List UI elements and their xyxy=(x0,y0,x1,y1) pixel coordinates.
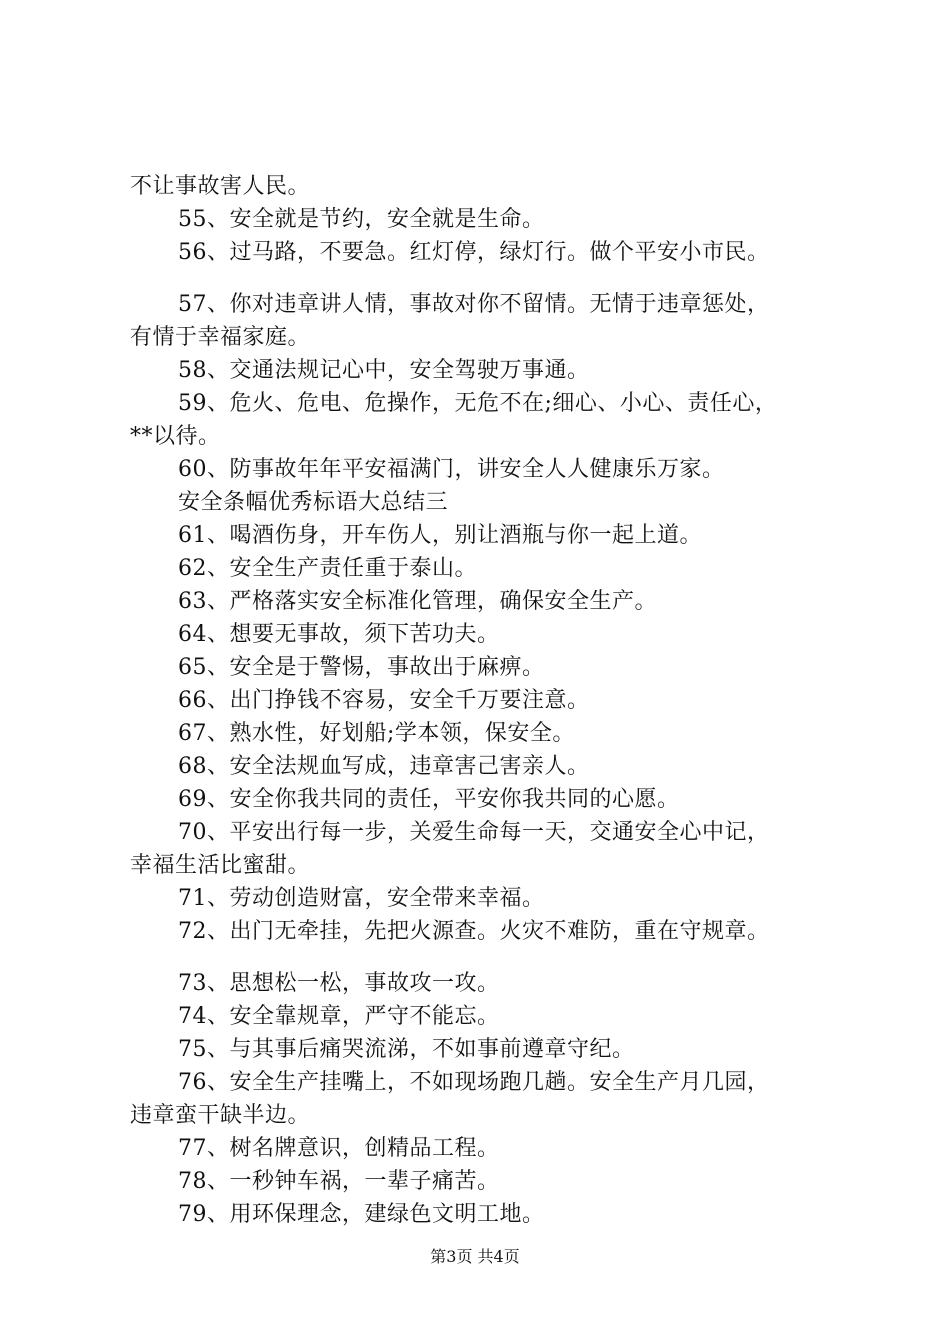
text-line: **以待。 xyxy=(130,424,221,449)
page-footer: 第3页 共4页 xyxy=(430,1247,520,1266)
text-line: 78、一秒钟车祸，一辈子痛苦。 xyxy=(178,1169,500,1194)
text-line: 77、树名牌意识，创精品工程。 xyxy=(178,1136,500,1161)
text-line: 61、喝酒伤身，开车伤人，别让酒瓶与你一起上道。 xyxy=(178,523,702,548)
text-line: 72、出门无牵挂，先把火源查。火灾不难防，重在守规章。 xyxy=(178,919,770,944)
text-line: 63、严格落实安全标准化管理，确保安全生产。 xyxy=(178,589,657,614)
text-line: 59、危火、危电、危操作，无危不在;细心、小心、责任心， xyxy=(178,391,778,416)
text-line: 76、安全生产挂嘴上，不如现场跑几趟。安全生产月几园， xyxy=(178,1070,770,1095)
text-line: 71、劳动创造财富，安全带来幸福。 xyxy=(178,886,545,911)
text-line: 67、熟水性，好划船;学本领，保安全。 xyxy=(178,721,575,746)
paragraph-gap xyxy=(130,269,852,288)
text-line: 68、安全法规血写成，违章害己害亲人。 xyxy=(178,754,590,779)
text-line: 74、安全靠规章，严守不能忘。 xyxy=(178,1004,500,1029)
text-line: 75、与其事后痛哭流涕，不如事前遵章守纪。 xyxy=(178,1037,635,1062)
text-line: 56、过马路，不要急。红灯停，绿灯行。做个平安小市民。 xyxy=(178,240,770,265)
text-line: 66、出门挣钱不容易，安全千万要注意。 xyxy=(178,688,590,713)
document-body xyxy=(130,170,852,1231)
text-line: 69、安全你我共同的责任，平安你我共同的心愿。 xyxy=(178,787,680,812)
text-line: 58、交通法规记心中，安全驾驶万事通。 xyxy=(178,358,590,383)
text-line: 幸福生活比蜜甜。 xyxy=(130,853,311,878)
text-line: 55、安全就是节约，安全就是生命。 xyxy=(178,207,545,232)
text-line: 安全条幅优秀标语大总结三 xyxy=(178,490,449,515)
text-line: 不让事故害人民。 xyxy=(130,174,311,199)
text-line: 违章蛮干缺半边。 xyxy=(130,1103,311,1128)
paragraph-gap xyxy=(130,948,852,967)
text-line: 73、思想松一松，事故攻一攻。 xyxy=(178,971,500,996)
text-line: 60、防事故年年平安福满门，讲安全人人健康乐万家。 xyxy=(178,457,725,482)
text-line: 64、想要无事故，须下苦功夫。 xyxy=(178,622,500,647)
text-line: 62、安全生产责任重于泰山。 xyxy=(178,556,477,581)
text-line: 65、安全是于警惕，事故出于麻痹。 xyxy=(178,655,545,680)
text-line: 79、用环保理念，建绿色文明工地。 xyxy=(178,1202,545,1227)
text-line: 有情于幸福家庭。 xyxy=(130,325,311,350)
text-line: 57、你对违章讲人情，事故对你不留情。无情于违章惩处， xyxy=(178,292,770,317)
text-line: 70、平安出行每一步，关爱生命每一天，交通安全心中记， xyxy=(178,820,770,845)
